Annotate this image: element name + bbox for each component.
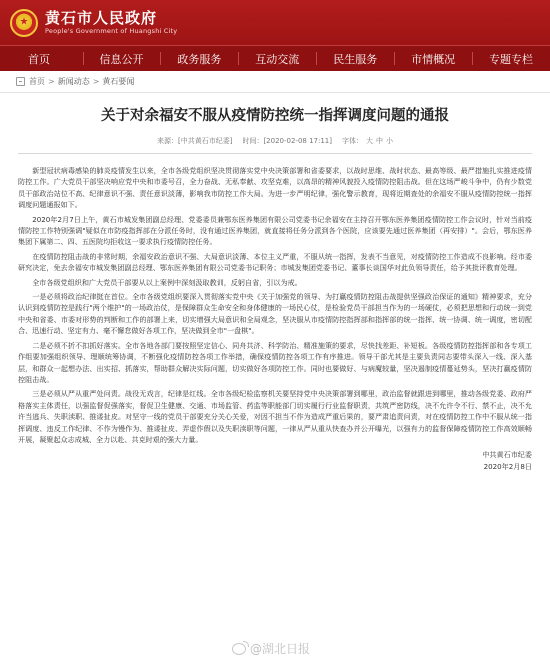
site-name-en: People's Government of Huangshi City xyxy=(45,26,178,35)
weibo-watermark xyxy=(232,640,310,657)
main-nav xyxy=(0,45,550,71)
article-time: 时间：[2020-02-08 17:11] xyxy=(242,137,332,145)
nav-item-home[interactable]: 首页 xyxy=(28,52,50,66)
breadcrumb xyxy=(0,71,550,93)
nav-item-livelihood[interactable]: 民生服务 xyxy=(316,46,394,71)
title-divider xyxy=(18,153,532,154)
article-paragraph: 一是必须将政治纪律挺在首位。全市各级党组织要深入贯彻落实党中央《关于加强党的领导、为打赢疫情防控阻击战提供坚强政治保证的通知》精神要求，充分认识到疫情防控是践行"两个维护"的一场政治仗，是保障群众生命安全和身体健康的一场民心仗，是检验党员干部担当作为的一场硬仗，必须把思想和行动统一到党中央和省委、市委对形势的判断和工作的部署上来，切实增强大局意识和全局观念，坚决服从市疫情防控指挥部和指挥部的统一指挥、统一协调、统一调度，密切配合、迅速行动、坚定有力、毫不懈怠做好各项工作，坚决做到全市"一盘棋"。 xyxy=(18,292,532,336)
site-brand[interactable] xyxy=(45,10,177,36)
signature-org: 中共黄石市纪委 xyxy=(482,450,532,460)
font-size-large[interactable]: 大 xyxy=(366,137,373,145)
nav-item-gov-services[interactable]: 政务服务 xyxy=(160,46,238,71)
article-paragraph: 在疫情防控阻击战的非常时期，余福安政治意识不强、大局意识淡薄、本位主义严重，不服从统一指挥，发表不当意见，对疫情防控工作造成不良影响。经市委研究决定，免去余福安市城发集团副总经理、鄂东医养集团有限公司党委书记职务；市城发集团党委书记、董事长谈国华对此负领导责任，给予其批评教育处理。 xyxy=(18,251,532,273)
article-signature xyxy=(18,449,532,472)
font-size-label: 字体： xyxy=(342,137,363,145)
font-size-medium[interactable]: 中 xyxy=(376,137,383,145)
article-meta xyxy=(18,135,532,147)
nav-item-info-disclosure[interactable]: 信息公开 xyxy=(83,46,161,71)
nav-item-interaction[interactable]: 互动交流 xyxy=(238,46,316,71)
font-size-small[interactable]: 小 xyxy=(386,137,393,145)
site-name: 黄石市人民政府 xyxy=(45,8,158,27)
article-paragraph: 2020年2月7日上午，黄石市城发集团副总经理、党委委员兼鄂东医养集团有限公司党委书记余福安在主持召开鄂东医养集团疫情防控工作会议时，针对当前疫情防控工作特别强调"疑似在市防疫指挥部在分派任务时，没有通过医养集团，就直接将任务分派到各个医院，应该要先通过医养集团（再安排）"。会后，鄂东医养集团下属第二、四、五医院均拒收这一要求执行疫情防控任务。 xyxy=(18,214,532,247)
nav-item-city-overview[interactable]: 市情概况 xyxy=(394,46,472,71)
site-header xyxy=(0,0,550,45)
article-paragraph: 二是必须不折不扣抓好落实。全市各地各部门要按照坚定信心、同舟共济、科学防治、精准施策的要求，尽快找差距、补短板。各级疫情防控指挥部和各专项工作组要加强组织领导、理顺统筹协调，不断强化疫情防控各项工作举措，确保疫情防控各项工作有序推进。领导干部尤其是主要负责同志要带头深入一线、深入基层，和群众一起想办法、出实招、抓落实，帮助群众解决实际问题，切实做好各项防控工作。同时也要做好、与病魔较量，坚决遏制疫情蔓延势头，坚决打赢疫情防控阻击战。 xyxy=(18,340,532,384)
article-paragraph: 三是必须从严从重严处问责。战役无戏言，纪律是红线。全市各级纪检监察机关要坚持党中央决策部署到哪里，政治监督就跟进到哪里，推动各级党委、政府严格落实主体责任，以强监督促强落实，督促卫生健康、交通、市场监管、药监等职能部门切实履行行业监督职责，共筑严密防线，决不允许令不行、禁不止，决不允许当逃兵、失职渎职、推诿扯皮。对坚守一线的党员干部要充分关心关爱，对因不担当不作为造成严重后果的，要严肃追责问责，对在疫情防控工作中不服从统一指挥调度、违反工作纪律、不作为慢作为、推诿扯皮、弄虚作假以及失职渎职等问题，一律从严从重从快查办并公开曝光，以强有力的监督保障疫情防控工作高效顺畅开展，凝聚起众志成城、全力以赴、共克时艰的强大力量。 xyxy=(18,389,532,444)
nav-item-special-topics[interactable]: 专题专栏 xyxy=(472,46,550,71)
breadcrumb-separator: > xyxy=(48,77,55,86)
article-title: 关于对余福安不服从疫情防控统一指挥调度问题的通报 xyxy=(101,108,449,124)
breadcrumb-huangshi-news[interactable]: 黄石要闻 xyxy=(102,77,135,86)
article-body xyxy=(18,165,532,445)
article-container xyxy=(0,107,550,472)
national-emblem-icon xyxy=(10,9,38,37)
article-source: 来源：[中共黄石市纪委] xyxy=(156,137,233,145)
font-size-switcher xyxy=(342,136,393,146)
signature-date: 2020年2月8日 xyxy=(483,461,532,471)
breadcrumb-home[interactable]: 首页 xyxy=(29,77,45,86)
breadcrumb-news[interactable]: 新闻动态 xyxy=(57,77,90,86)
weibo-icon xyxy=(232,643,246,655)
article-paragraph: 新型冠状病毒感染的肺炎疫情发生以来，全市各级党组织坚决贯彻落实党中央决策部署和省委要求，以战时思维、战时状态、最高等级、最严措施扎实推进疫情防控工作。广大党员干部坚决响应党中央和市委号召，全力奋战、无私奉献、攻坚克难，以高昂的精神风貌投入疫情防控阻击战。但在这场严峻斗争中，仍有少数党员干部政治站位不高、纪律意识不强、责任意识淡薄，影响我市防控工作大局。为进一步严明纪律，强化警示教育，现将近期查处的余福安不服从疫情防控统一指挥调度问题通报如下。 xyxy=(18,166,532,210)
watermark-text: @湖北日报 xyxy=(250,642,311,656)
breadcrumb-separator: > xyxy=(92,77,100,86)
location-icon xyxy=(16,77,25,86)
article-paragraph: 全市各级党组织和广大党员干部要从以上案例中深刻汲取教训，反躬自省，引以为戒。 xyxy=(32,277,302,287)
